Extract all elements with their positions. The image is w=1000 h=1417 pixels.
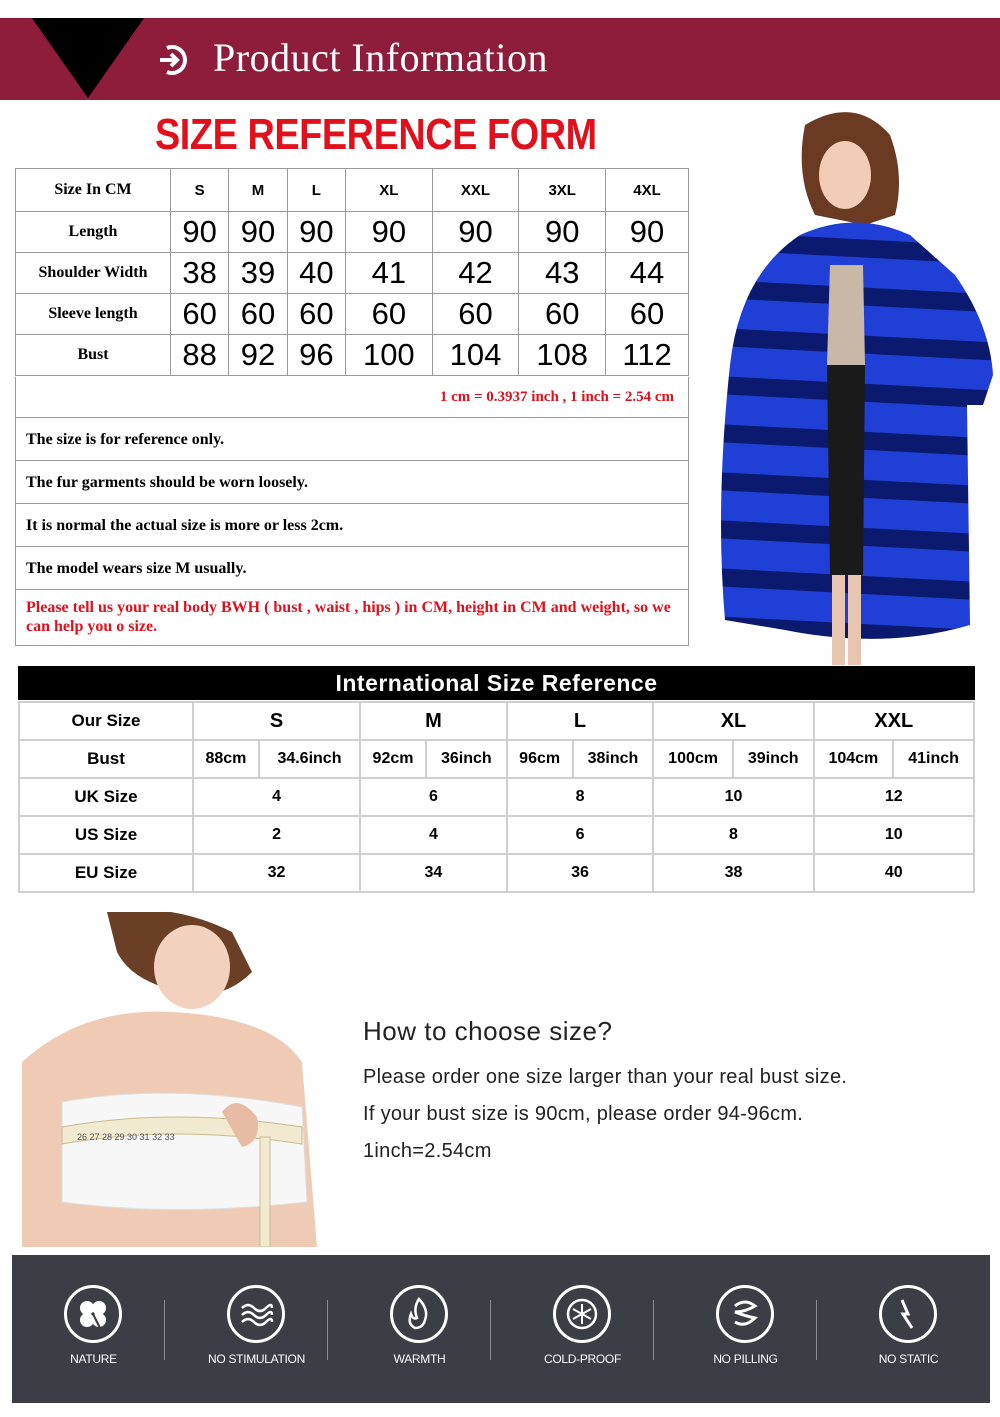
row-label: US Size: [19, 816, 193, 854]
table-row: [19, 816, 974, 854]
value-cell: 41: [345, 253, 432, 294]
size-header: M: [360, 702, 507, 740]
feature-divider: [653, 1300, 654, 1360]
value-cell: 10: [814, 816, 974, 854]
value-cell: 36: [507, 854, 654, 892]
size-header: S: [193, 702, 360, 740]
tape-measure-numbers: 26 27 28 29 30 31 32 33: [77, 1132, 175, 1142]
value-cell: 108: [519, 335, 606, 376]
row-label: EU Size: [19, 854, 193, 892]
arrow-circle-icon: [157, 45, 191, 75]
table-row: [19, 778, 974, 816]
value-cell: 8: [653, 816, 813, 854]
value-cell: 43: [519, 253, 606, 294]
feature-divider: [327, 1300, 328, 1360]
size-header: XL: [345, 169, 432, 212]
row-label: UK Size: [19, 778, 193, 816]
row-label: Shoulder Width: [16, 253, 171, 294]
size-header: 3XL: [519, 169, 606, 212]
feature-label: WARMTH: [393, 1352, 446, 1366]
value-cell: 38: [653, 854, 813, 892]
value-cell: 112: [606, 335, 689, 376]
value-cell: 90: [345, 212, 432, 253]
size-header: XL: [653, 702, 813, 740]
table-row: [16, 335, 689, 376]
size-table: [15, 168, 689, 376]
value-cell: 90: [287, 212, 345, 253]
value-cell: 8: [507, 778, 654, 816]
value-cell: 38: [171, 253, 229, 294]
feature-label: NO STATIC: [878, 1352, 939, 1366]
notes-box: [15, 377, 689, 646]
table-row: [16, 294, 689, 335]
value-cell: 104: [432, 335, 519, 376]
value-cell: 12: [814, 778, 974, 816]
note-line: The size is for reference only.: [16, 417, 688, 460]
note-line: It is normal the actual size is more or less 2cm.: [16, 503, 688, 546]
value-cell: 6: [507, 816, 654, 854]
value-cell: 40: [287, 253, 345, 294]
feature-no-stimulation: [175, 1255, 338, 1403]
bust-inch: 38inch: [573, 740, 654, 778]
value-cell: 10: [653, 778, 813, 816]
size-form-title: SIZE REFERENCE FORM: [155, 110, 597, 159]
feature-nature: [12, 1255, 175, 1403]
how-line: If your bust size is 90cm, please order 94-96cm.: [363, 1103, 804, 1125]
value-cell: 42: [432, 253, 519, 294]
value-cell: 100: [345, 335, 432, 376]
bust-cm: 104cm: [814, 740, 893, 778]
value-cell: 39: [229, 253, 287, 294]
bust-cm: 96cm: [507, 740, 573, 778]
size-header: XXL: [432, 169, 519, 212]
size-header: L: [287, 169, 345, 212]
feature-label: NO PILLING: [713, 1352, 778, 1366]
how-line: Please order one size larger than your real bust size.: [363, 1066, 848, 1088]
note-line: The model wears size M usually.: [16, 546, 688, 589]
table-row: [19, 854, 974, 892]
value-cell: 2: [193, 816, 360, 854]
value-cell: 60: [229, 294, 287, 335]
intl-title: International Size Reference: [18, 666, 975, 700]
feature-no-static: [827, 1255, 990, 1403]
unit-conversion: 1 cm = 0.3937 inch , 1 inch = 2.54 cm: [439, 389, 674, 405]
size-header: S: [171, 169, 229, 212]
value-cell: 90: [606, 212, 689, 253]
value-cell: 60: [287, 294, 345, 335]
size-header: 4XL: [606, 169, 689, 212]
feature-label: NO STIMULATION: [208, 1352, 305, 1366]
feature-divider: [164, 1300, 165, 1360]
table-row: [16, 253, 689, 294]
how-to-choose-title: How to choose size?: [363, 1016, 613, 1046]
value-cell: 92: [229, 335, 287, 376]
value-cell: 4: [360, 816, 507, 854]
feature-warmth: [338, 1255, 501, 1403]
lightning-icon: [890, 1296, 926, 1332]
row-label: Bust: [19, 740, 193, 778]
request-note: Please tell us your real body BWH ( bust , waist , hips ) in CM, height in CM and weight, so we can help you o size.: [16, 589, 688, 645]
snow-icon: [564, 1296, 600, 1332]
clover-icon: [75, 1296, 111, 1332]
table-row: [19, 702, 974, 740]
bust-inch: 39inch: [733, 740, 814, 778]
model-photo: [705, 105, 997, 665]
intl-size-table: [18, 701, 975, 893]
bust-cm: 100cm: [653, 740, 732, 778]
bust-inch: 34.6inch: [259, 740, 360, 778]
row-label: Our Size: [19, 702, 193, 740]
table-row: [19, 740, 974, 778]
header-triangle: [32, 18, 144, 98]
feature-label: NATURE: [70, 1352, 117, 1366]
bust-inch: 36inch: [426, 740, 507, 778]
value-cell: 90: [229, 212, 287, 253]
bust-cm: 88cm: [193, 740, 259, 778]
row-label: Sleeve length: [16, 294, 171, 335]
bust-cm: 92cm: [360, 740, 426, 778]
value-cell: 90: [519, 212, 606, 253]
page-title: Product Information: [213, 35, 548, 80]
value-cell: 60: [171, 294, 229, 335]
value-cell: 4: [193, 778, 360, 816]
value-cell: 96: [287, 335, 345, 376]
value-cell: 90: [171, 212, 229, 253]
value-cell: 60: [519, 294, 606, 335]
feature-label: COLD-PROOF: [543, 1352, 621, 1366]
measuring-photo: [22, 912, 317, 1247]
how-line: 1inch=2.54cm: [363, 1140, 492, 1162]
size-header: L: [507, 702, 654, 740]
swirl-icon: [727, 1296, 763, 1332]
size-header: M: [229, 169, 287, 212]
value-cell: 44: [606, 253, 689, 294]
table-row: [16, 169, 689, 212]
feature-bar: [12, 1255, 990, 1403]
feature-divider: [816, 1300, 817, 1360]
feature-cold-proof: [501, 1255, 664, 1403]
value-cell: 60: [432, 294, 519, 335]
row-label: Length: [16, 212, 171, 253]
value-cell: 32: [193, 854, 360, 892]
feature-no-pilling: [664, 1255, 827, 1403]
row-label: Bust: [16, 335, 171, 376]
bust-inch: 41inch: [893, 740, 974, 778]
waves-icon: [238, 1296, 274, 1332]
value-cell: 6: [360, 778, 507, 816]
corner-cell: Size In CM: [16, 169, 171, 212]
value-cell: 34: [360, 854, 507, 892]
flame-icon: [401, 1296, 437, 1332]
value-cell: 40: [814, 854, 974, 892]
value-cell: 60: [345, 294, 432, 335]
feature-divider: [490, 1300, 491, 1360]
size-header: XXL: [814, 702, 974, 740]
value-cell: 88: [171, 335, 229, 376]
value-cell: 90: [432, 212, 519, 253]
value-cell: 60: [606, 294, 689, 335]
note-line: The fur garments should be worn loosely.: [16, 460, 688, 503]
table-row: [16, 212, 689, 253]
